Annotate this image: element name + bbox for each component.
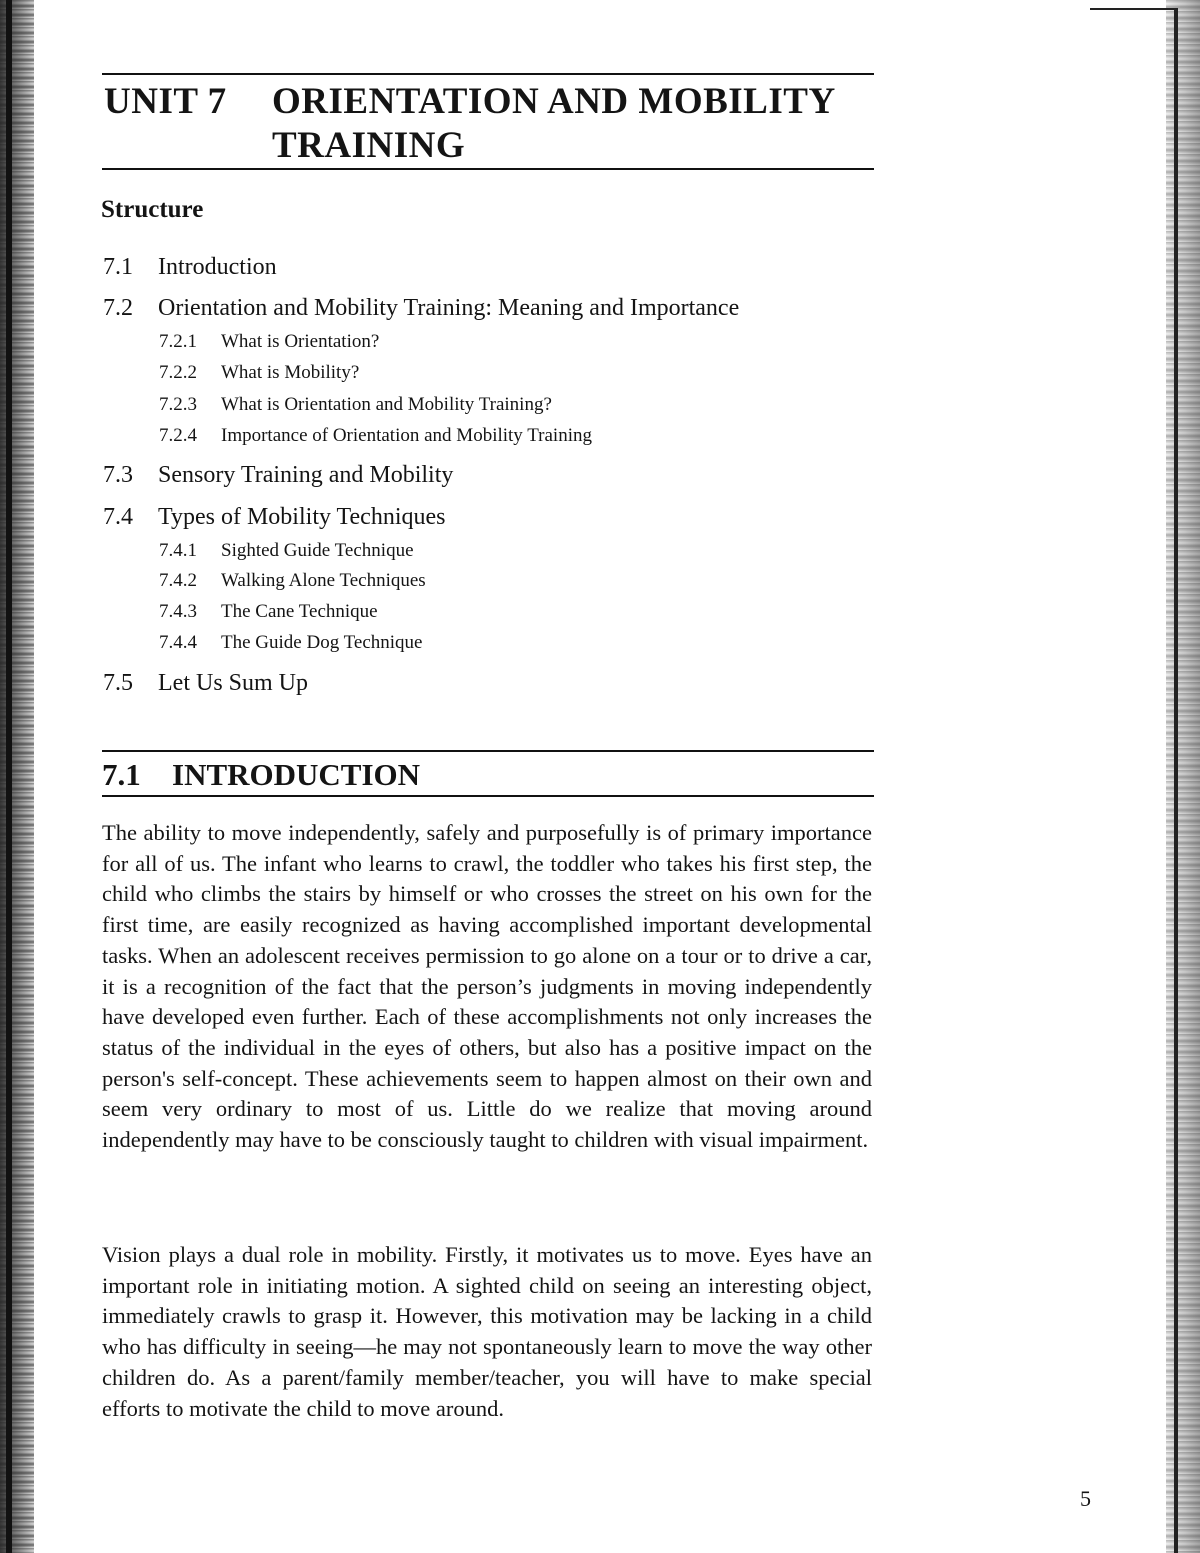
toc-number: 7.2.2 (159, 362, 197, 383)
page-number: 5 (1080, 1486, 1091, 1511)
section-number: 7.1 (102, 757, 141, 792)
toc-label: The Cane Technique (221, 601, 378, 622)
toc-number: 7.4.1 (159, 540, 197, 561)
toc-item-7-4-4[interactable] (159, 632, 422, 654)
toc-label: What is Orientation and Mobility Training? (221, 394, 552, 415)
unit-title: ORIENTATION AND MOBILITY TRAINING (272, 81, 835, 166)
toc-item-7-4[interactable] (103, 504, 446, 531)
toc-label: Let Us Sum Up (158, 670, 308, 696)
toc-item-7-2-4[interactable] (159, 425, 592, 447)
toc-number: 7.4 (103, 504, 133, 530)
header-bottom-rule (102, 168, 874, 170)
toc-number: 7.2.4 (159, 425, 197, 446)
toc-label: Walking Alone Techniques (221, 570, 426, 591)
section-top-rule (102, 750, 874, 752)
toc-number: 7.5 (103, 670, 133, 696)
toc-item-7-2-2[interactable] (159, 362, 359, 384)
toc-item-7-3[interactable] (103, 462, 453, 489)
toc-number: 7.4.4 (159, 632, 197, 653)
toc-label: Importance of Orientation and Mobility Training (221, 425, 592, 446)
toc-number: 7.4.3 (159, 601, 197, 622)
section-bottom-rule (102, 795, 874, 797)
scan-corner-line (1090, 8, 1176, 10)
toc-item-7-4-3[interactable] (159, 601, 378, 623)
toc-item-7-2-3[interactable] (159, 394, 552, 416)
toc-label: The Guide Dog Technique (221, 632, 423, 653)
toc-number: 7.4.2 (159, 570, 197, 591)
structure-heading: Structure (101, 196, 204, 223)
toc-item-7-5[interactable] (103, 670, 308, 697)
scan-binding-shadow (6, 0, 12, 1553)
toc-item-7-2[interactable] (103, 295, 739, 322)
toc-label: Sighted Guide Technique (221, 540, 414, 561)
toc-number: 7.2.1 (159, 331, 197, 352)
section-heading (102, 757, 420, 793)
intro-paragraph-1: The ability to move independently, safely and purposefully is of primary importance for all of us. The infant who learns to crawl, the toddler who takes his first step, the child who climbs the stairs by himself or who crosses the street on his own for the first time, are easily recognized as having accomplished important developmental tasks. When an adolescent receives permission to go alone on a tour or to drive a car, it is a recognition of the fact that the person’s judgments in moving independently have developed even further. Each of these accomplishments not only increases the status of the individual in the eyes of others, but also has a positive impact on the person's self-concept. These achievements seem to happen almost on their own and seem very ordinary to most of us. Little do we realize that moving around independently may have to be consciously taught to children with visual impairment. (102, 820, 872, 1153)
toc-item-7-4-1[interactable] (159, 540, 414, 562)
unit-label: UNIT 7 (104, 81, 227, 122)
toc-number: 7.2.3 (159, 394, 197, 415)
scan-page-edge-line (1174, 8, 1178, 1553)
toc-label: Introduction (158, 254, 277, 280)
section-title: INTRODUCTION (172, 757, 421, 792)
intro-paragraph-2: Vision plays a dual role in mobility. Firstly, it motivates us to move. Eyes have an important role in initiating motion. A sighted child on seeing an interesting object, immediately crawls to grasp it. However, this motivation may be lacking in a child who has difficulty in seeing—he may not spontaneously learn to move the way other children do. As a parent/family member/teacher, you will have to make special efforts to motivate the child to move around. (102, 1242, 872, 1421)
toc-label: What is Mobility? (221, 362, 360, 383)
header-top-rule (102, 73, 874, 75)
toc-label: What is Orientation? (221, 331, 380, 352)
toc-number: 7.1 (103, 254, 133, 280)
toc-number: 7.2 (103, 295, 133, 321)
toc-item-7-2-1[interactable] (159, 331, 379, 353)
toc-number: 7.3 (103, 462, 133, 488)
toc-item-7-1[interactable] (103, 254, 277, 281)
toc-label: Sensory Training and Mobility (158, 462, 454, 488)
toc-label: Types of Mobility Techniques (158, 504, 446, 530)
toc-item-7-4-2[interactable] (159, 570, 426, 592)
toc-label: Orientation and Mobility Training: Meaning and Importance (158, 295, 740, 321)
scan-edge-right (1166, 0, 1200, 1553)
